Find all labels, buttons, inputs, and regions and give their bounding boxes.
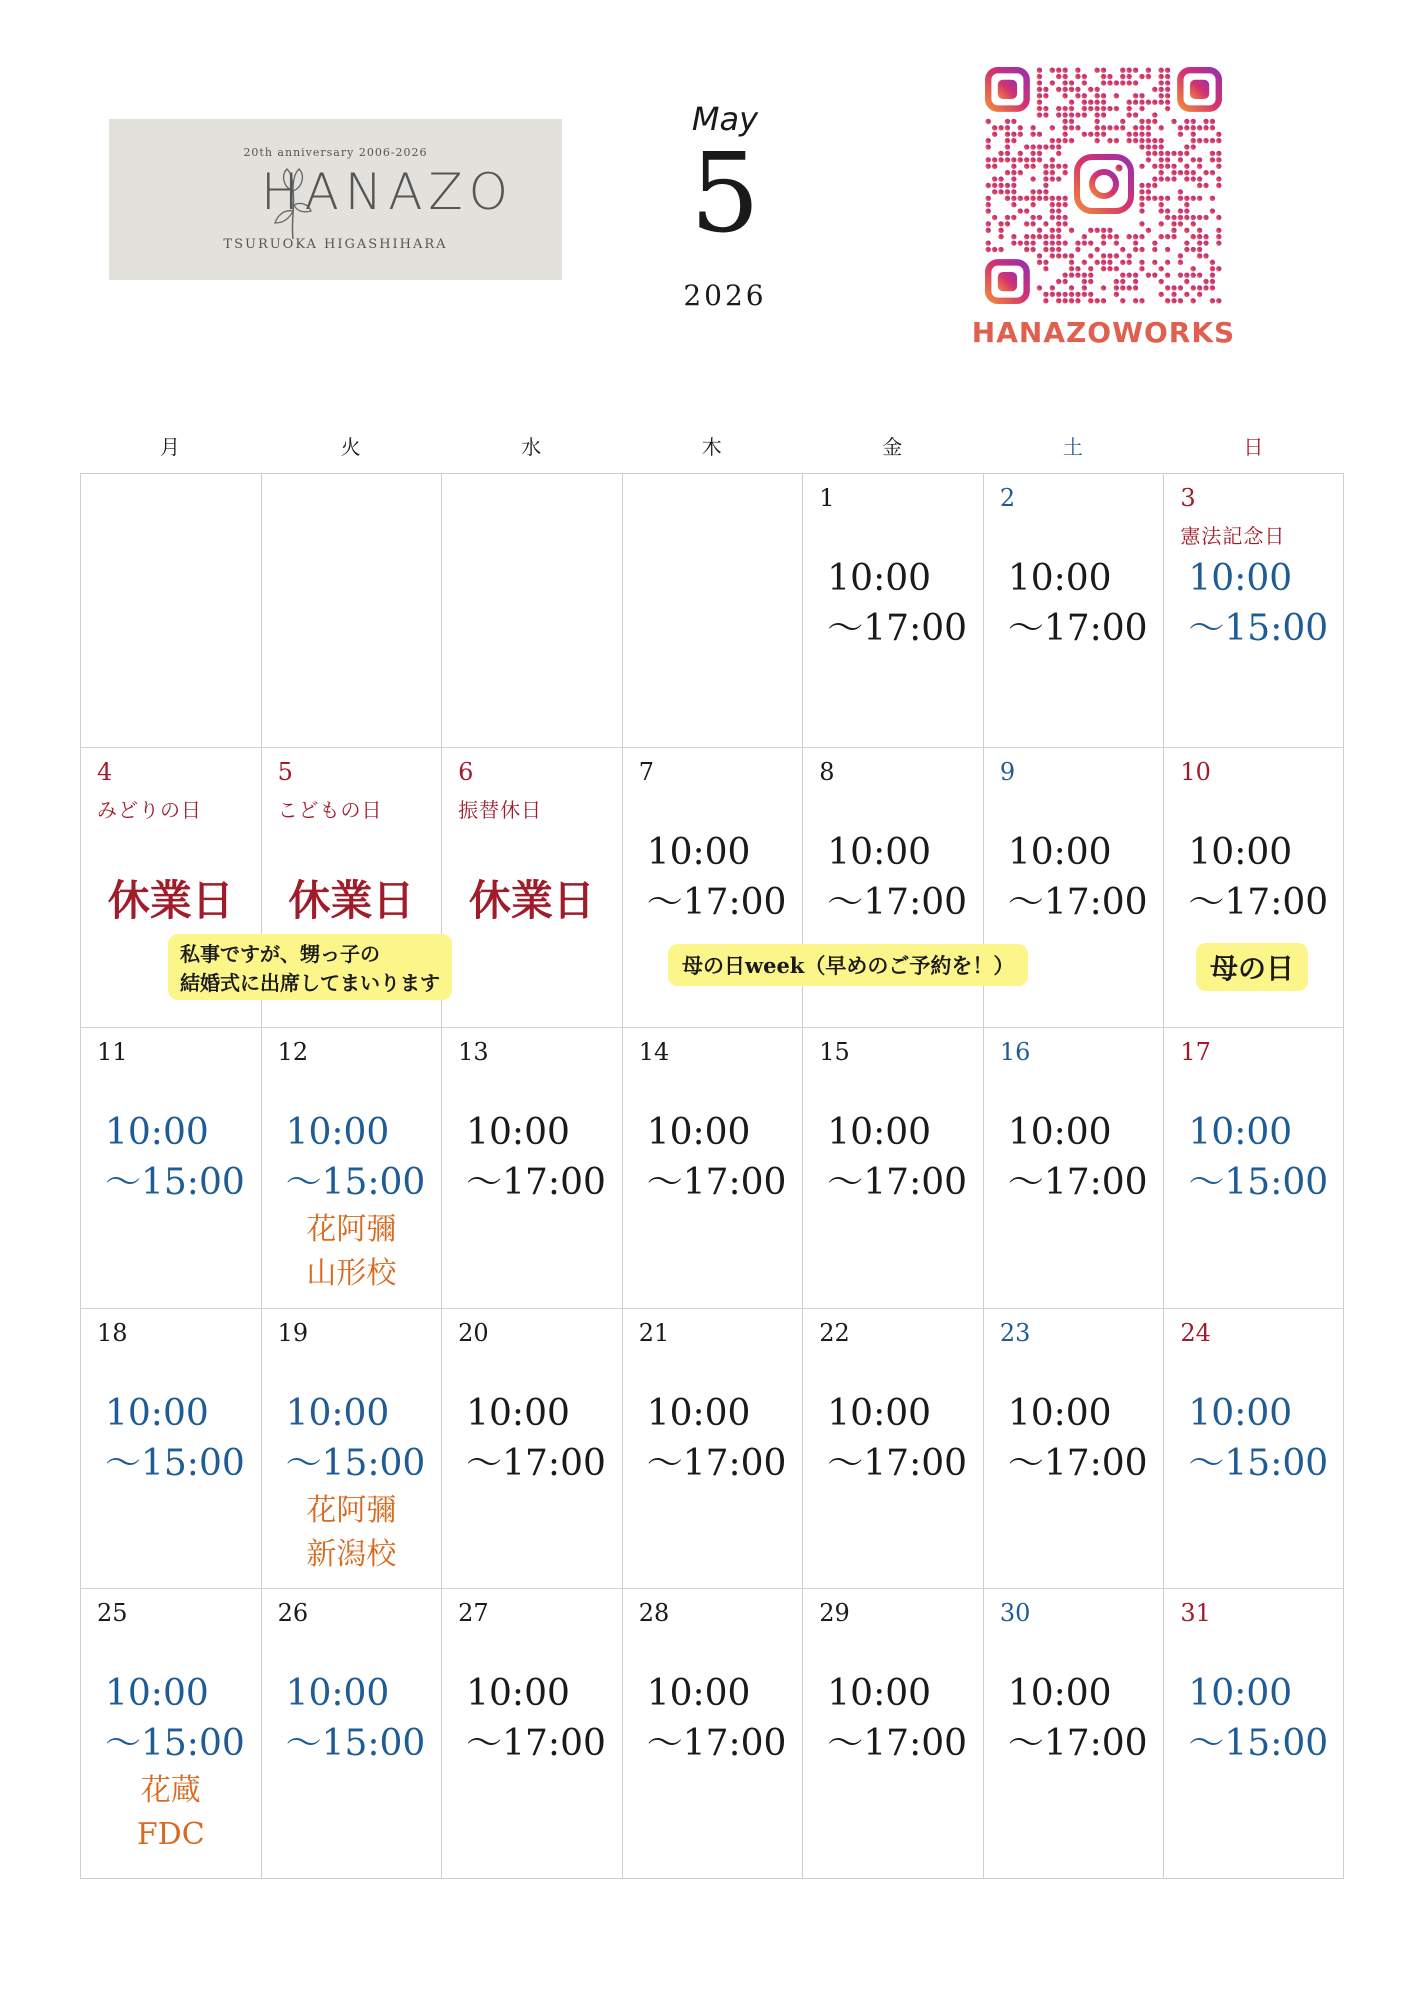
weekday-1: 火 xyxy=(340,435,361,459)
event-line: FDC xyxy=(136,1817,205,1852)
day-number: 14 xyxy=(638,1038,670,1066)
event-line: 山形校 xyxy=(306,1256,397,1291)
business-hours xyxy=(647,1389,787,1489)
close-time: ～17:00 xyxy=(646,882,787,923)
business-hours xyxy=(827,1108,967,1208)
day-number: 30 xyxy=(999,1599,1031,1627)
day-number: 4 xyxy=(97,758,113,786)
close-time: ～17:00 xyxy=(827,1723,968,1764)
day-number: 2 xyxy=(999,484,1016,512)
instagram-qr-icon[interactable] xyxy=(985,67,1222,304)
business-hours xyxy=(286,1389,426,1489)
close-time: ～15:00 xyxy=(1188,1443,1329,1484)
event-label xyxy=(81,1769,261,1857)
event-line: 花蔵 xyxy=(140,1773,201,1808)
closed-label: 休業日 xyxy=(107,876,234,925)
logo-tagline: 20th anniversary 2006-2026 xyxy=(243,146,428,159)
open-time: 10:00 xyxy=(1007,832,1112,873)
close-time: ～15:00 xyxy=(285,1443,426,1484)
close-time: ～15:00 xyxy=(105,1443,245,1484)
day-number: 18 xyxy=(97,1319,128,1347)
open-time: 10:00 xyxy=(285,1393,390,1434)
close-time: ～17:00 xyxy=(827,882,968,923)
calendar-cell xyxy=(622,1308,803,1588)
close-time: ～17:00 xyxy=(827,1162,968,1203)
calendar-cell xyxy=(983,1588,1164,1879)
calendar-cell xyxy=(261,1027,442,1308)
business-hours xyxy=(466,1389,606,1489)
open-time: 10:00 xyxy=(1007,1673,1112,1714)
event-label xyxy=(262,1208,442,1296)
calendar-cell xyxy=(1163,1588,1344,1879)
day-number: 21 xyxy=(638,1319,670,1347)
close-time: ～17:00 xyxy=(466,1162,606,1203)
business-hours xyxy=(1188,554,1328,654)
weekday-0: 月 xyxy=(160,435,180,459)
close-time: ～15:00 xyxy=(1188,1162,1329,1203)
business-hours xyxy=(647,1669,787,1769)
business-hours xyxy=(1188,828,1328,928)
open-time: 10:00 xyxy=(646,1673,751,1714)
calendar-cell xyxy=(1163,473,1344,747)
open-time: 10:00 xyxy=(1188,1673,1293,1714)
event-line: 新潟校 xyxy=(306,1537,397,1572)
close-time: ～17:00 xyxy=(1188,882,1329,923)
open-time: 10:00 xyxy=(1007,1393,1112,1434)
day-number: 9 xyxy=(999,758,1016,786)
calendar-cell xyxy=(441,1308,622,1588)
open-time: 10:00 xyxy=(646,1112,751,1153)
close-time: ～17:00 xyxy=(646,1723,787,1764)
mothers-week-note-line: 母の日week（早めのご予約を！） xyxy=(682,953,1015,978)
business-hours xyxy=(1008,554,1148,654)
calendar-cell xyxy=(80,1308,261,1588)
business-hours xyxy=(647,828,787,928)
day-number: 27 xyxy=(458,1599,489,1627)
holiday-name: こどもの日 xyxy=(277,798,383,822)
close-time: ～17:00 xyxy=(1007,882,1148,923)
day-number: 19 xyxy=(277,1319,309,1347)
open-time: 10:00 xyxy=(1007,1112,1112,1153)
business-hours xyxy=(286,1669,426,1769)
open-time: 10:00 xyxy=(1188,832,1293,873)
mothers-day-note-line: 母の日 xyxy=(1210,952,1295,985)
business-hours xyxy=(1008,828,1148,928)
close-time: ～17:00 xyxy=(646,1443,787,1484)
open-time: 10:00 xyxy=(466,1393,570,1434)
calendar-cell xyxy=(261,1308,442,1588)
holiday-name: みどりの日 xyxy=(97,798,202,822)
open-time: 10:00 xyxy=(827,1673,932,1714)
calendar-cell xyxy=(261,1588,442,1879)
open-time: 10:00 xyxy=(1188,1112,1293,1153)
calendar-cell xyxy=(622,1027,803,1308)
day-number: 12 xyxy=(277,1038,309,1066)
close-time: ～17:00 xyxy=(1007,1443,1148,1484)
calendar-cell xyxy=(80,473,261,747)
mothers-week-note xyxy=(668,944,1028,986)
open-time: 10:00 xyxy=(105,1112,209,1153)
event-line: 花阿彌 xyxy=(306,1212,397,1247)
open-time: 10:00 xyxy=(1188,558,1293,599)
weekday-3: 木 xyxy=(701,435,722,459)
close-time: ～17:00 xyxy=(466,1443,606,1484)
weekday-5: 土 xyxy=(1062,435,1083,459)
open-time: 10:00 xyxy=(105,1673,209,1714)
open-time: 10:00 xyxy=(827,558,932,599)
day-number: 1 xyxy=(819,484,835,512)
open-time: 10:00 xyxy=(466,1112,570,1153)
calendar-grid xyxy=(80,473,1344,1879)
calendar-cell xyxy=(622,473,803,747)
calendar-cell xyxy=(802,1027,983,1308)
day-number: 29 xyxy=(819,1599,850,1627)
close-time: ～15:00 xyxy=(285,1162,426,1203)
day-number: 3 xyxy=(1180,484,1196,512)
calendar-cell xyxy=(983,473,1164,747)
calendar-cell xyxy=(1163,1308,1344,1588)
business-hours xyxy=(466,1669,606,1769)
calendar-cell xyxy=(622,1588,803,1879)
month-name: May xyxy=(691,100,759,138)
wedding-note xyxy=(168,934,452,1000)
calendar-cell xyxy=(80,1588,261,1879)
day-number: 10 xyxy=(1180,758,1211,786)
open-time: 10:00 xyxy=(1188,1393,1293,1434)
calendar-cell xyxy=(441,747,622,1027)
mothers-day-note xyxy=(1196,943,1308,991)
day-number: 24 xyxy=(1180,1319,1211,1347)
day-number: 11 xyxy=(97,1038,128,1066)
day-number: 6 xyxy=(458,758,474,786)
business-hours xyxy=(827,828,967,928)
weekday-4: 金 xyxy=(882,435,903,459)
open-time: 10:00 xyxy=(827,1393,932,1434)
close-time: ～17:00 xyxy=(466,1723,606,1764)
close-time: ～15:00 xyxy=(1188,608,1329,649)
open-time: 10:00 xyxy=(285,1112,390,1153)
logo xyxy=(109,119,562,280)
calendar-cell xyxy=(441,473,622,747)
logo-subtitle: TSURUOKA HIGASHIHARA xyxy=(223,237,448,252)
wedding-note-line: 私事ですが、甥っ子の xyxy=(180,942,380,966)
close-time: ～15:00 xyxy=(285,1723,426,1764)
weekday-header xyxy=(80,431,1344,467)
day-number: 5 xyxy=(277,758,293,786)
business-hours xyxy=(1188,1669,1328,1769)
instagram-handle[interactable]: HANAZOWORKS xyxy=(971,316,1236,349)
business-hours xyxy=(105,1389,245,1489)
day-number: 25 xyxy=(97,1599,128,1627)
business-hours xyxy=(1188,1389,1328,1489)
business-hours xyxy=(1008,1108,1148,1208)
business-hours xyxy=(827,1669,967,1769)
close-time: ～15:00 xyxy=(1188,1723,1329,1764)
closed-label: 休業日 xyxy=(468,876,595,925)
close-time: ～15:00 xyxy=(105,1723,245,1764)
close-time: ～17:00 xyxy=(827,608,968,649)
day-number: 31 xyxy=(1180,1599,1211,1627)
calendar-cell xyxy=(441,1588,622,1879)
weekday-6: 日 xyxy=(1243,435,1264,459)
business-hours xyxy=(1008,1669,1148,1769)
month-number: 5 xyxy=(690,129,760,257)
event-line: 花阿彌 xyxy=(306,1493,397,1528)
business-hours xyxy=(105,1108,245,1208)
close-time: ～17:00 xyxy=(1007,608,1148,649)
calendar-cell xyxy=(983,1027,1164,1308)
business-hours xyxy=(105,1669,245,1769)
open-time: 10:00 xyxy=(285,1673,390,1714)
close-time: ～17:00 xyxy=(1007,1162,1148,1203)
day-number: 7 xyxy=(638,758,654,786)
business-hours xyxy=(827,1389,967,1489)
calendar-cell xyxy=(802,1588,983,1879)
open-time: 10:00 xyxy=(466,1673,570,1714)
calendar-cell xyxy=(441,1027,622,1308)
day-number: 22 xyxy=(819,1319,850,1347)
year: 2026 xyxy=(683,279,767,312)
day-number: 20 xyxy=(458,1319,489,1347)
open-time: 10:00 xyxy=(1007,558,1112,599)
closed-label: 休業日 xyxy=(288,876,415,925)
business-hours xyxy=(647,1108,787,1208)
day-number: 23 xyxy=(999,1319,1031,1347)
open-time: 10:00 xyxy=(646,832,751,873)
close-time: ～17:00 xyxy=(646,1162,787,1203)
calendar-cell xyxy=(1163,1027,1344,1308)
calendar-cell xyxy=(80,1027,261,1308)
day-number: 26 xyxy=(277,1599,309,1627)
event-label xyxy=(262,1489,442,1577)
weekday-2: 水 xyxy=(521,435,542,459)
holiday-name: 振替休日 xyxy=(458,798,543,822)
logo-name: HANAZO xyxy=(260,163,515,221)
day-number: 8 xyxy=(819,758,835,786)
open-time: 10:00 xyxy=(827,1112,932,1153)
holiday-name: 憲法記念日 xyxy=(1180,524,1286,548)
wedding-note-line: 結婚式に出席してまいります xyxy=(180,971,440,995)
day-number: 17 xyxy=(1180,1038,1211,1066)
close-time: ～17:00 xyxy=(827,1443,968,1484)
calendar-cell xyxy=(261,473,442,747)
business-hours xyxy=(466,1108,606,1208)
day-number: 16 xyxy=(999,1038,1031,1066)
day-number: 13 xyxy=(458,1038,489,1066)
day-number: 28 xyxy=(638,1599,670,1627)
business-hours xyxy=(827,554,967,654)
business-hours xyxy=(286,1108,426,1208)
open-time: 10:00 xyxy=(646,1393,751,1434)
business-hours xyxy=(1188,1108,1328,1208)
business-hours xyxy=(1008,1389,1148,1489)
close-time: ～15:00 xyxy=(105,1162,245,1203)
close-time: ～17:00 xyxy=(1007,1723,1148,1764)
calendar-cell xyxy=(802,1308,983,1588)
calendar-cell xyxy=(802,473,983,747)
open-time: 10:00 xyxy=(105,1393,209,1434)
day-number: 15 xyxy=(819,1038,850,1066)
open-time: 10:00 xyxy=(827,832,932,873)
calendar-cell xyxy=(983,1308,1164,1588)
